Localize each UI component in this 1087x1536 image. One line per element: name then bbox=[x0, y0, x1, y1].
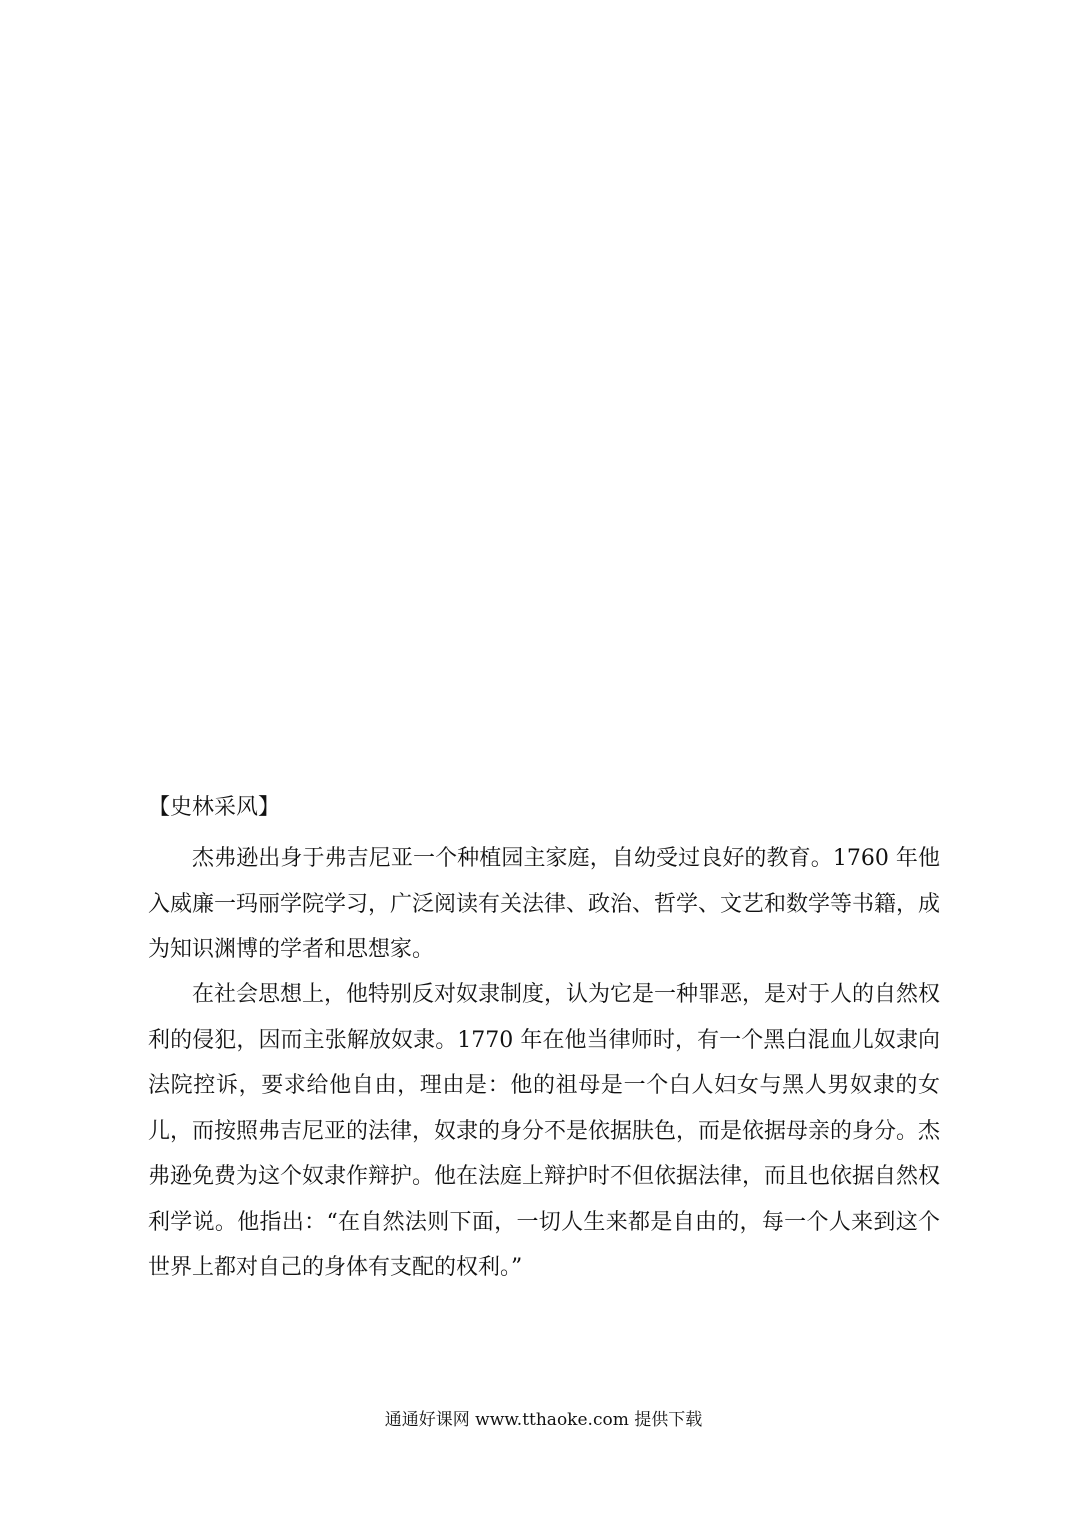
paragraph-2: 在社会思想上，他特别反对奴隶制度，认为它是一种罪恶，是对于人的自然权利的侵犯，因而主张解放奴隶。1770 年在他当律师时，有一个黑白混血儿奴隶向法院控诉，要求给他自由，理由是：他的祖母是一个白人妇女与黑人男奴隶的女儿，而按照弗吉尼亚的法律，奴隶的身分不是依据肤色，而是依据母亲的身分。杰弗逊免费为这个奴隶作辩护。他在法庭上辩护时不但依据法律，而且也依据自然权利学说。他指出：“在自然法则下面，一切人生来都是自由的，每一个人来到这个世界上都对自己的身体有支配的权利。” bbox=[148, 982, 941, 1280]
section-heading: 【史林采风】 bbox=[148, 795, 281, 820]
page-footer: 通通好课网 www.tthaoke.com 提供下载 bbox=[384, 1410, 703, 1430]
paragraph-1: 杰弗逊出身于弗吉尼亚一个种植园主家庭，自幼受过良好的教育。1760 年他入威廉一玛丽学院学习，广泛阅读有关法律、政治、哲学、文艺和数学等书籍，成为知识渊博的学者和思想家。 bbox=[148, 846, 941, 962]
